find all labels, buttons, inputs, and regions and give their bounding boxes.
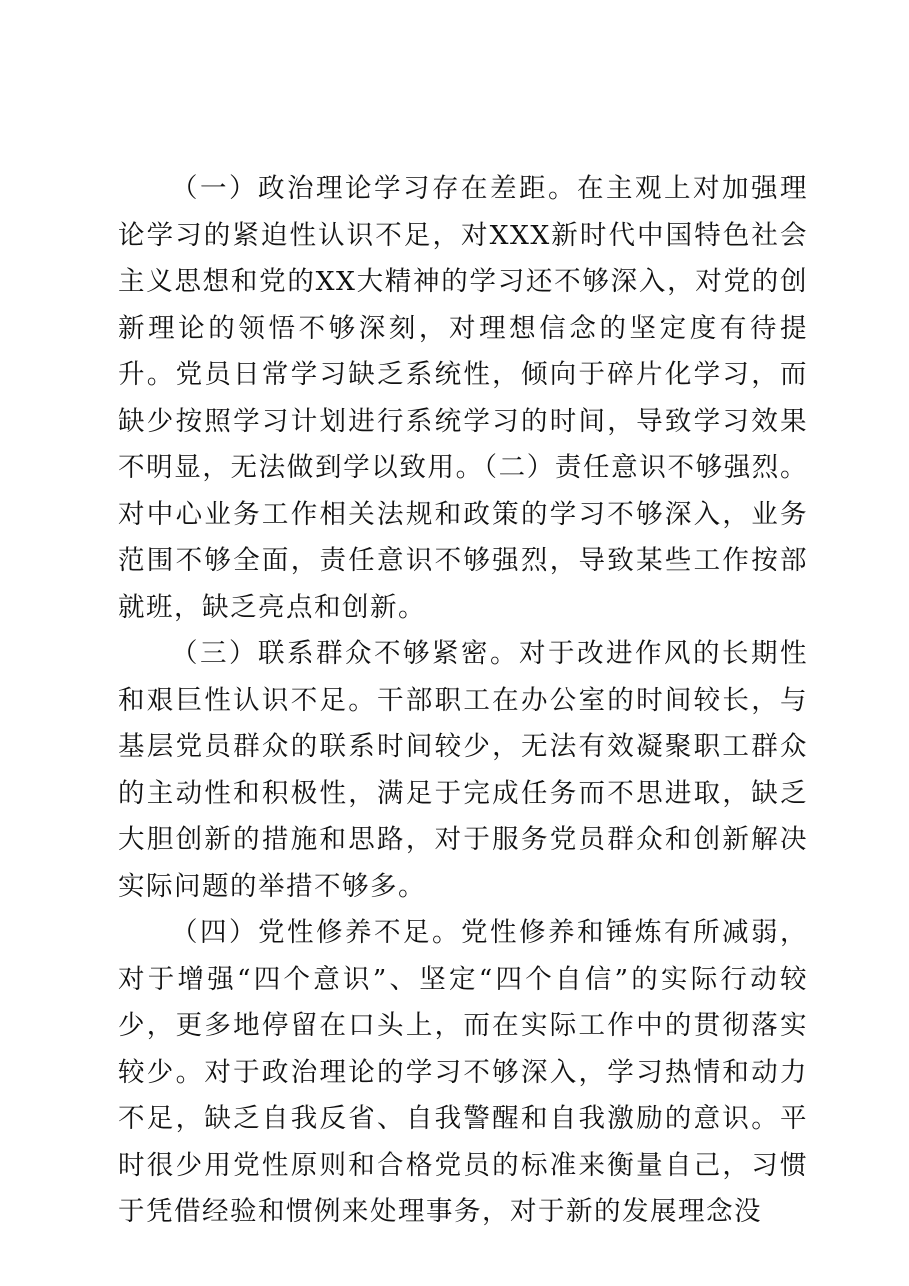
document-body: [118, 166, 808, 1236]
paragraph-political-theory: （一）政治理论学习存在差距。在主观上对加强理论学习的紧迫性认识不足，对XXX新时代中国特色社会主义思想和党的XX大精神的学习还不够深入，对党的创新理论的领悟不够深刻，对理想信念的坚定度有待提升。党员日常学习缺乏系统性，倾向于碎片化学习，而缺少按照学习计划进行系统学习的时间，导致学习效果不明显，无法做到学以致用。（二）责任意识不够强烈。对中心业务工作相关法规和政策的学习不够深入，业务范围不够全面，责任意识不够强烈，导致某些工作按部就班，缺乏亮点和创新。: [118, 173, 808, 623]
paragraph-mass-contact: （三）联系群众不够紧密。对于改进作风的长期性和艰巨性认识不足。干部职工在办公室的时间较长，与基层党员群众的联系时间较少，无法有效凝聚职工群众的主动性和积极性，满足于完成任务而不思进取，缺乏大胆创新的措施和思路，对于服务党员群众和创新解决实际问题的举措不够多。: [118, 638, 808, 902]
paragraph-party-cultivation: （四）党性修养不足。党性修养和锤炼有所减弱，对于增强“四个意识”、坚定“四个自信”的实际行动较少，更多地停留在口头上，而在实际工作中的贯彻落实较少。对于政治理论的学习不够深入，学习热情和动力不足，缺乏自我反省、自我警醒和自我激励的意识。平时很少用党性原则和合格党员的标准来衡量自己，习惯于凭借经验和惯例来处理事务，对于新的发展理念没: [118, 917, 808, 1227]
